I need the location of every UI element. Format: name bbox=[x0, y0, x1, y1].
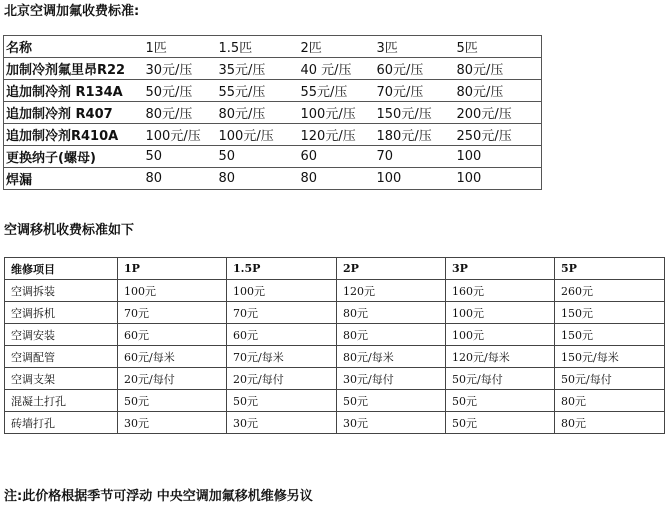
refrigerant-cell: 80元/压 bbox=[455, 58, 542, 80]
refrigerant-cell: 80元/压 bbox=[217, 102, 299, 124]
relocation-cell: 60元 bbox=[227, 324, 337, 346]
relocation-cell: 150元 bbox=[555, 324, 665, 346]
relocation-row bbox=[5, 412, 665, 434]
relocation-fee-table bbox=[4, 257, 665, 434]
relocation-row bbox=[5, 368, 665, 390]
relocation-cell: 1P bbox=[118, 258, 227, 280]
relocation-cell: 3P bbox=[446, 258, 555, 280]
refrigerant-cell: 180元/压 bbox=[375, 124, 455, 146]
refrigerant-cell: 100元/压 bbox=[299, 102, 375, 124]
relocation-cell: 70元/每米 bbox=[227, 346, 337, 368]
relocation-cell: 150元 bbox=[555, 302, 665, 324]
relocation-cell: 100元 bbox=[446, 302, 555, 324]
refrigerant-cell: 50 bbox=[217, 146, 299, 168]
refrigerant-cell: 80 bbox=[144, 168, 217, 190]
refrigerant-row bbox=[4, 146, 542, 168]
relocation-cell: 50元/每付 bbox=[555, 368, 665, 390]
refrigerant-header-row bbox=[4, 36, 542, 58]
refrigerant-cell: 1.5匹 bbox=[217, 36, 299, 58]
refrigerant-row-label: 追加制冷剂R410A bbox=[4, 124, 144, 146]
relocation-cell: 70元 bbox=[118, 302, 227, 324]
refrigerant-cell: 5匹 bbox=[455, 36, 542, 58]
relocation-cell: 100元 bbox=[227, 280, 337, 302]
relocation-header-row bbox=[5, 258, 665, 280]
refrigerant-cell: 200元/压 bbox=[455, 102, 542, 124]
relocation-cell: 50元/每付 bbox=[446, 368, 555, 390]
price-note: 注:此价格根据季节可浮动 中央空调加氟移机维修另议 bbox=[4, 489, 313, 504]
relocation-cell: 50元 bbox=[446, 390, 555, 412]
relocation-cell: 260元 bbox=[555, 280, 665, 302]
refrigerant-row bbox=[4, 58, 542, 80]
refrigerant-cell: 250元/压 bbox=[455, 124, 542, 146]
relocation-cell: 20元/每付 bbox=[118, 368, 227, 390]
relocation-cell: 80元/每米 bbox=[337, 346, 446, 368]
refrigerant-row-label: 追加制冷剂 R134A bbox=[4, 80, 144, 102]
refrigerant-cell: 50 bbox=[144, 146, 217, 168]
refrigerant-cell: 1匹 bbox=[144, 36, 217, 58]
refrigerant-cell: 30元/压 bbox=[144, 58, 217, 80]
relocation-row-label: 空调支架 bbox=[5, 368, 118, 390]
refrigerant-cell: 150元/压 bbox=[375, 102, 455, 124]
relocation-cell: 2P bbox=[337, 258, 446, 280]
refrigerant-cell: 80元/压 bbox=[455, 80, 542, 102]
relocation-cell: 30元 bbox=[118, 412, 227, 434]
refrigerant-cell: 100元/压 bbox=[217, 124, 299, 146]
refrigerant-row-label: 加制冷剂氟里昂R22 bbox=[4, 58, 144, 80]
relocation-cell: 5P bbox=[555, 258, 665, 280]
relocation-cell: 30元/每付 bbox=[337, 368, 446, 390]
refrigerant-cell: 100元/压 bbox=[144, 124, 217, 146]
relocation-fee-table-body bbox=[5, 258, 665, 434]
refrigerant-cell: 55元/压 bbox=[299, 80, 375, 102]
refrigerant-row-label: 更换纳子(螺母) bbox=[4, 146, 144, 168]
relocation-cell: 150元/每米 bbox=[555, 346, 665, 368]
relocation-row-label: 空调拆机 bbox=[5, 302, 118, 324]
relocation-cell: 60元/每米 bbox=[118, 346, 227, 368]
refrigerant-cell: 55元/压 bbox=[217, 80, 299, 102]
relocation-row-label: 空调配管 bbox=[5, 346, 118, 368]
relocation-cell: 80元 bbox=[337, 302, 446, 324]
refrigerant-cell: 100 bbox=[455, 168, 542, 190]
refrigerant-cell: 60 bbox=[299, 146, 375, 168]
refrigerant-row-label: 名称 bbox=[4, 36, 144, 58]
relocation-cell: 80元 bbox=[337, 324, 446, 346]
relocation-row bbox=[5, 346, 665, 368]
relocation-cell: 50元 bbox=[446, 412, 555, 434]
refrigerant-cell: 40 元/压 bbox=[299, 58, 375, 80]
relocation-cell: 50元 bbox=[227, 390, 337, 412]
relocation-row-label: 维修项目 bbox=[5, 258, 118, 280]
relocation-fee-heading: 空调移机收费标准如下 bbox=[4, 223, 135, 238]
refrigerant-cell: 35元/压 bbox=[217, 58, 299, 80]
refrigerant-row-label: 焊漏 bbox=[4, 168, 144, 190]
refrigerant-cell: 60元/压 bbox=[375, 58, 455, 80]
relocation-row bbox=[5, 302, 665, 324]
relocation-cell: 100元 bbox=[446, 324, 555, 346]
relocation-row bbox=[5, 280, 665, 302]
relocation-cell: 50元 bbox=[337, 390, 446, 412]
relocation-cell: 120元/每米 bbox=[446, 346, 555, 368]
relocation-cell: 20元/每付 bbox=[227, 368, 337, 390]
relocation-cell: 80元 bbox=[555, 412, 665, 434]
relocation-row-label: 空调安装 bbox=[5, 324, 118, 346]
relocation-cell: 30元 bbox=[227, 412, 337, 434]
refrigerant-row bbox=[4, 168, 542, 190]
relocation-cell: 100元 bbox=[118, 280, 227, 302]
refrigerant-row bbox=[4, 80, 542, 102]
refrigerant-cell: 120元/压 bbox=[299, 124, 375, 146]
refrigerant-cell: 2匹 bbox=[299, 36, 375, 58]
refrigerant-cell: 3匹 bbox=[375, 36, 455, 58]
relocation-row bbox=[5, 324, 665, 346]
relocation-row bbox=[5, 390, 665, 412]
refrigerant-fee-table-body bbox=[4, 36, 542, 190]
relocation-cell: 160元 bbox=[446, 280, 555, 302]
refrigerant-cell: 80 bbox=[217, 168, 299, 190]
page-title: 北京空调加氟收费标准: bbox=[4, 4, 140, 19]
refrigerant-row-label: 追加制冷剂 R407 bbox=[4, 102, 144, 124]
refrigerant-cell: 80 bbox=[299, 168, 375, 190]
relocation-row-label: 空调拆装 bbox=[5, 280, 118, 302]
relocation-row-label: 混凝土打孔 bbox=[5, 390, 118, 412]
relocation-cell: 80元 bbox=[555, 390, 665, 412]
refrigerant-cell: 100 bbox=[455, 146, 542, 168]
relocation-cell: 30元 bbox=[337, 412, 446, 434]
relocation-cell: 50元 bbox=[118, 390, 227, 412]
relocation-cell: 60元 bbox=[118, 324, 227, 346]
relocation-cell: 120元 bbox=[337, 280, 446, 302]
refrigerant-fee-table bbox=[3, 35, 542, 190]
relocation-cell: 70元 bbox=[227, 302, 337, 324]
relocation-cell: 1.5P bbox=[227, 258, 337, 280]
refrigerant-cell: 70元/压 bbox=[375, 80, 455, 102]
relocation-row-label: 砖墙打孔 bbox=[5, 412, 118, 434]
refrigerant-cell: 50元/压 bbox=[144, 80, 217, 102]
refrigerant-cell: 80元/压 bbox=[144, 102, 217, 124]
refrigerant-cell: 70 bbox=[375, 146, 455, 168]
refrigerant-row bbox=[4, 102, 542, 124]
refrigerant-row bbox=[4, 124, 542, 146]
refrigerant-cell: 100 bbox=[375, 168, 455, 190]
